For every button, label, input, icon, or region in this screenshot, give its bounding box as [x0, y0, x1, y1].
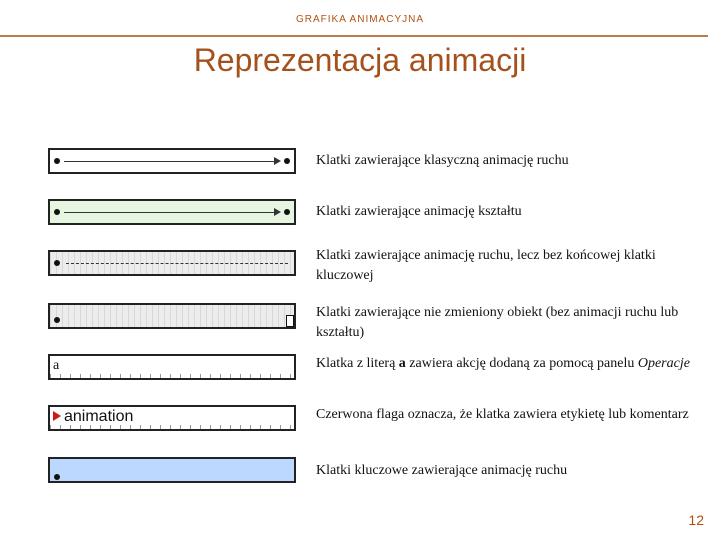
- keyframe-dot: [54, 158, 60, 164]
- legend-description: Klatki zawierające klasyczną animację ruchu: [316, 153, 569, 168]
- legend-description: Klatki zawierające animację kształtu: [316, 204, 522, 219]
- keyframe-dot: [284, 209, 290, 215]
- legend-description: Klatki zawierające animację ruchu, lecz bez końcowej klatki kluczowej: [316, 248, 656, 283]
- legend-description: Klatki kluczowe zawierające animację ruchu: [316, 463, 568, 478]
- description-bold-letter: a: [398, 356, 406, 371]
- arrowhead-icon: [274, 208, 281, 216]
- timeline-strip-action: [48, 354, 296, 380]
- keyframe-dot: [54, 209, 60, 215]
- end-frame-icon: [286, 315, 294, 327]
- keyframe-dot: [54, 474, 60, 480]
- legend-description: [316, 354, 696, 374]
- section-header: GRAFIKA ANIMACYJNA: [295, 14, 425, 25]
- tween-arrow: [64, 212, 276, 213]
- timeline-strip-keyframe: [48, 457, 296, 483]
- description-prefix: Klatka z literą: [316, 356, 399, 371]
- timeline-strip-static: [48, 303, 296, 329]
- legend-description: Czerwona flaga oznacza, że klatka zawiera etykietę lub komentarz: [316, 407, 689, 422]
- frame-label-text: animation: [64, 408, 134, 425]
- arrowhead-icon: [274, 157, 281, 165]
- header-divider: [0, 35, 708, 37]
- action-symbol: a: [53, 358, 60, 373]
- frame-ticks: [50, 425, 294, 429]
- description-italic-panel: Operacje: [637, 356, 690, 371]
- legend-description: Klatki zawierające nie zmieniony obiekt (bez animacji ruchu lub kształtu): [316, 305, 679, 340]
- description-middle: zawiera akcję dodaną za pomocą panelu: [405, 356, 638, 371]
- red-flag-icon: [53, 411, 61, 421]
- timeline-strip-label: [48, 405, 296, 431]
- frame-ticks: [50, 374, 294, 378]
- tween-arrow: [64, 161, 276, 162]
- dashed-line: [66, 263, 288, 264]
- timeline-strip-broken-tween: [48, 250, 296, 276]
- keyframe-dot: [284, 158, 290, 164]
- keyframe-dot: [54, 317, 60, 323]
- timeline-strip-motion-tween: [48, 148, 296, 174]
- page-number: 12: [688, 512, 704, 528]
- slide-title: Reprezentacja animacji: [193, 42, 527, 78]
- timeline-strip-shape-tween: [48, 199, 296, 225]
- keyframe-dot: [54, 260, 60, 266]
